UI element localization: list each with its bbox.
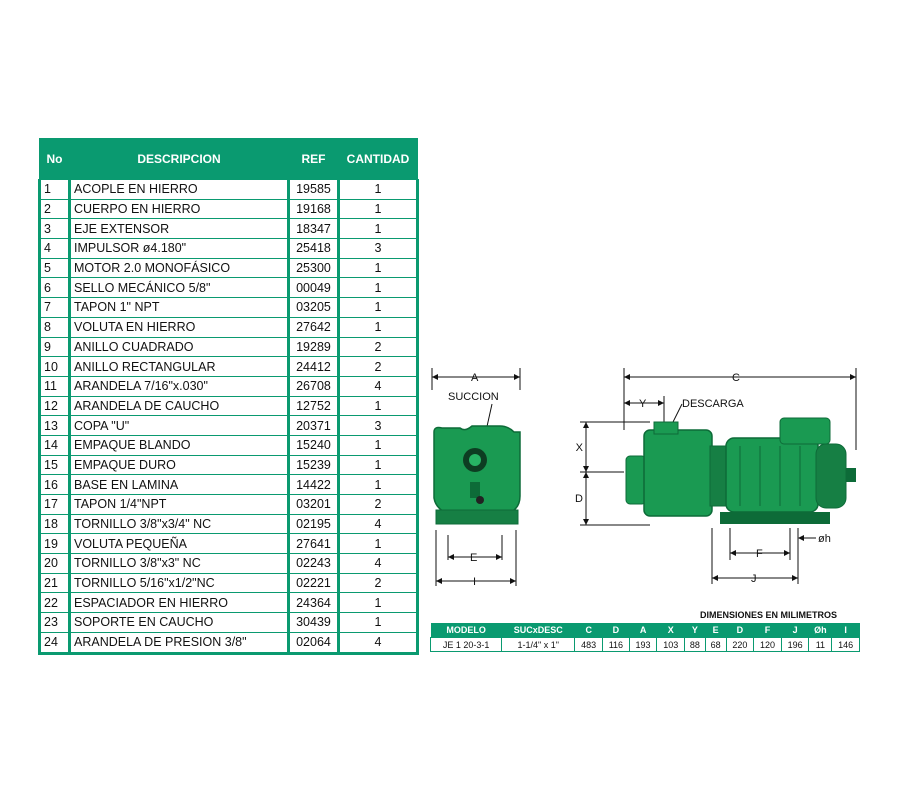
dimensions-header-cell: D <box>603 623 630 638</box>
cell-no: 7 <box>40 298 70 318</box>
pump-drawing <box>420 360 870 600</box>
cell-descripcion: ANILLO CUADRADO <box>70 337 289 357</box>
table-row <box>40 317 418 337</box>
cell-ref: 24412 <box>289 357 339 377</box>
cell-ref: 25300 <box>289 258 339 278</box>
table-row <box>40 396 418 416</box>
dimensions-cell: 483 <box>575 638 603 652</box>
cell-no: 16 <box>40 475 70 495</box>
table-row <box>40 258 418 278</box>
cell-no: 19 <box>40 534 70 554</box>
cell-cantidad: 1 <box>339 534 418 554</box>
cell-cantidad: 1 <box>339 258 418 278</box>
cell-ref: 18347 <box>289 219 339 239</box>
cell-no: 11 <box>40 376 70 396</box>
dimensions-header-cell: D <box>726 623 754 638</box>
cell-descripcion: ARANDELA DE CAUCHO <box>70 396 289 416</box>
cell-descripcion: TORNILLO 5/16"x1/2"NC <box>70 573 289 593</box>
cell-no: 17 <box>40 495 70 515</box>
cell-ref: 19289 <box>289 337 339 357</box>
label-e: E <box>470 552 478 564</box>
dimensions-cell: 116 <box>603 638 630 652</box>
cell-ref: 15240 <box>289 435 339 455</box>
table-row <box>40 376 418 396</box>
label-a: A <box>471 372 479 384</box>
dimensions-cell: JE 1 20-3-1 <box>431 638 502 652</box>
dimensions-cell: 1-1/4" x 1" <box>502 638 575 652</box>
table-row <box>40 632 418 653</box>
dimensions-header-cell: A <box>629 623 657 638</box>
cell-descripcion: TORNILLO 3/8"x3" NC <box>70 554 289 574</box>
table-row <box>40 573 418 593</box>
label-succion: SUCCION <box>448 391 499 403</box>
cell-descripcion: EMPAQUE BLANDO <box>70 435 289 455</box>
cell-descripcion: TAPON 1" NPT <box>70 298 289 318</box>
cell-cantidad: 1 <box>339 593 418 613</box>
dimensions-header-cell: I <box>832 623 860 638</box>
label-oh: øh <box>818 533 831 545</box>
cell-cantidad: 2 <box>339 357 418 377</box>
dimensions-header-cell: X <box>657 623 685 638</box>
table-row <box>40 180 418 200</box>
cell-cantidad: 1 <box>339 455 418 475</box>
cell-ref: 19585 <box>289 180 339 200</box>
pump-side-view <box>575 368 856 585</box>
cell-descripcion: ACOPLE EN HIERRO <box>70 180 289 200</box>
cell-no: 14 <box>40 435 70 455</box>
dimensions-title: DIMENSIONES EN MILIMETROS <box>700 610 838 620</box>
label-c: C <box>732 372 740 384</box>
cell-no: 18 <box>40 514 70 534</box>
dimensions-header-cell: J <box>781 623 809 638</box>
cell-ref: 27641 <box>289 534 339 554</box>
pump-front-view <box>432 368 520 588</box>
dimensions-table <box>430 623 860 652</box>
cell-descripcion: BASE EN LAMINA <box>70 475 289 495</box>
cell-ref: 00049 <box>289 278 339 298</box>
cell-cantidad: 2 <box>339 573 418 593</box>
cell-cantidad: 4 <box>339 554 418 574</box>
cell-ref: 14422 <box>289 475 339 495</box>
cell-descripcion: VOLUTA EN HIERRO <box>70 317 289 337</box>
dimensions-cell: 103 <box>657 638 685 652</box>
cell-descripcion: EJE EXTENSOR <box>70 219 289 239</box>
dimensions-cell: 196 <box>781 638 809 652</box>
cell-cantidad: 1 <box>339 278 418 298</box>
cell-descripcion: VOLUTA PEQUEÑA <box>70 534 289 554</box>
dimensions-header-cell: MODELO <box>431 623 502 638</box>
cell-no: 23 <box>40 613 70 633</box>
label-x: X <box>575 442 583 454</box>
cell-no: 10 <box>40 357 70 377</box>
cell-descripcion: CUERPO EN HIERRO <box>70 199 289 219</box>
cell-descripcion: SOPORTE EN CAUCHO <box>70 613 289 633</box>
cell-ref: 03201 <box>289 495 339 515</box>
cell-no: 15 <box>40 455 70 475</box>
table-row <box>40 219 418 239</box>
cell-ref: 02064 <box>289 632 339 653</box>
cell-no: 6 <box>40 278 70 298</box>
cell-cantidad: 2 <box>339 337 418 357</box>
table-row <box>40 239 418 259</box>
cell-no: 20 <box>40 554 70 574</box>
cell-cantidad: 1 <box>339 219 418 239</box>
cell-cantidad: 1 <box>339 475 418 495</box>
cell-no: 24 <box>40 632 70 653</box>
cell-no: 21 <box>40 573 70 593</box>
cell-ref: 26708 <box>289 376 339 396</box>
cell-cantidad: 1 <box>339 613 418 633</box>
dimensions-header <box>431 623 860 638</box>
table-row <box>40 357 418 377</box>
table-row <box>40 534 418 554</box>
cell-ref: 30439 <box>289 613 339 633</box>
cell-no: 13 <box>40 416 70 436</box>
dimensions-header-cell: SUCxDESC <box>502 623 575 638</box>
cell-descripcion: TAPON 1/4"NPT <box>70 495 289 515</box>
cell-cantidad: 4 <box>339 376 418 396</box>
cell-ref: 24364 <box>289 593 339 613</box>
cell-descripcion: IMPULSOR ø4.180" <box>70 239 289 259</box>
cell-cantidad: 1 <box>339 180 418 200</box>
dimensions-cell: 68 <box>705 638 726 652</box>
cell-ref: 19168 <box>289 199 339 219</box>
dimensions-header-cell: E <box>705 623 726 638</box>
cell-descripcion: SELLO MECÁNICO 5/8" <box>70 278 289 298</box>
cell-ref: 12752 <box>289 396 339 416</box>
cell-cantidad: 1 <box>339 435 418 455</box>
dimensions-header-cell: Øh <box>809 623 832 638</box>
cell-cantidad: 1 <box>339 199 418 219</box>
cell-descripcion: TORNILLO 3/8"x3/4" NC <box>70 514 289 534</box>
dimensions-cell: 88 <box>685 638 706 652</box>
cell-ref: 02221 <box>289 573 339 593</box>
table-row <box>40 298 418 318</box>
cell-no: 9 <box>40 337 70 357</box>
cell-cantidad: 1 <box>339 317 418 337</box>
table-row <box>40 199 418 219</box>
label-descarga: DESCARGA <box>682 398 744 410</box>
label-i: I <box>473 576 477 588</box>
cell-descripcion: ARANDELA DE PRESION 3/8" <box>70 632 289 653</box>
cell-no: 3 <box>40 219 70 239</box>
table-row <box>40 455 418 475</box>
cell-cantidad: 1 <box>339 396 418 416</box>
cell-ref: 20371 <box>289 416 339 436</box>
dimensions-cell: 146 <box>832 638 860 652</box>
cell-cantidad: 4 <box>339 632 418 653</box>
cell-no: 22 <box>40 593 70 613</box>
table-row <box>40 613 418 633</box>
table-row <box>40 435 418 455</box>
header-descripcion: DESCRIPCION <box>70 139 289 180</box>
header-cantidad: CANTIDAD <box>339 139 418 180</box>
table-row <box>40 514 418 534</box>
label-j: J <box>751 573 757 585</box>
dimensions-header-cell: C <box>575 623 603 638</box>
cell-cantidad: 4 <box>339 514 418 534</box>
label-d: D <box>575 493 583 505</box>
table-row <box>40 278 418 298</box>
cell-descripcion: COPA "U" <box>70 416 289 436</box>
cell-ref: 02195 <box>289 514 339 534</box>
cell-descripcion: ESPACIADOR EN HIERRO <box>70 593 289 613</box>
table-row <box>40 593 418 613</box>
table-row <box>40 337 418 357</box>
cell-descripcion: ARANDELA 7/16"x.030" <box>70 376 289 396</box>
cell-no: 5 <box>40 258 70 278</box>
parts-table <box>38 138 419 655</box>
label-y: Y <box>639 398 647 410</box>
dimensions-cell: 120 <box>754 638 782 652</box>
table-row <box>40 416 418 436</box>
cell-cantidad: 3 <box>339 239 418 259</box>
cell-descripcion: EMPAQUE DURO <box>70 455 289 475</box>
cell-descripcion: ANILLO RECTANGULAR <box>70 357 289 377</box>
cell-ref: 15239 <box>289 455 339 475</box>
dimensions-row <box>431 638 860 652</box>
table-row <box>40 475 418 495</box>
cell-cantidad: 1 <box>339 298 418 318</box>
cell-cantidad: 2 <box>339 495 418 515</box>
cell-ref: 03205 <box>289 298 339 318</box>
cell-no: 4 <box>40 239 70 259</box>
cell-cantidad: 3 <box>339 416 418 436</box>
cell-ref: 02243 <box>289 554 339 574</box>
label-f: F <box>756 548 763 560</box>
header-ref: REF <box>289 139 339 180</box>
parts-table-header <box>40 139 418 180</box>
cell-no: 12 <box>40 396 70 416</box>
dimensions-cell: 193 <box>629 638 657 652</box>
cell-descripcion: MOTOR 2.0 MONOFÁSICO <box>70 258 289 278</box>
table-row <box>40 554 418 574</box>
cell-no: 8 <box>40 317 70 337</box>
table-row <box>40 495 418 515</box>
cell-ref: 25418 <box>289 239 339 259</box>
cell-ref: 27642 <box>289 317 339 337</box>
cell-no: 2 <box>40 199 70 219</box>
dimensions-header-cell: F <box>754 623 782 638</box>
cell-no: 1 <box>40 180 70 200</box>
header-no: No <box>40 139 70 180</box>
dimensions-cell: 220 <box>726 638 754 652</box>
dimensions-header-cell: Y <box>685 623 706 638</box>
parts-table-body <box>40 180 418 654</box>
dimensions-cell: 11 <box>809 638 832 652</box>
